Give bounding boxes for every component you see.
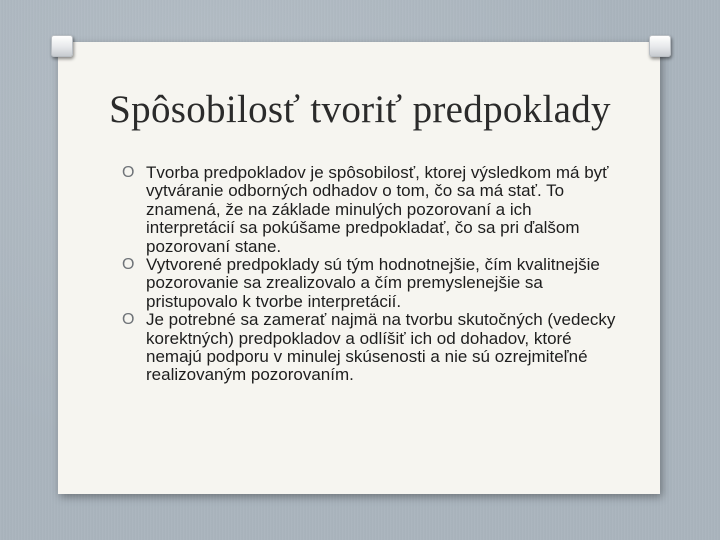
bullet-item (122, 311, 622, 385)
circle-bullet-icon: O (122, 311, 135, 329)
bullet-text: Tvorba predpokladov je spôsobilosť, ktorej výsledkom má byť vytváranie odborných odhadov o tom, čo sa má stať. To znamená, že na základe minulých pozorovaní a ich interpretácií sa pokúšame predpokladať, čo sa pri ďalšom pozorovaní stane. (146, 163, 609, 256)
bullet-text: Vytvorené predpoklady sú tým hodnotnejšie, čím kvalitnejšie pozorovanie sa zrealizovalo a čím premyslenejšie sa pristupovalo k tvorbe interpretácií. (146, 255, 600, 311)
bullet-text: Je potrebné sa zamerať najmä na tvorbu skutočných (vedecky korektných) predpokladov a odlíšiť ich od dohadov, ktoré nemajú podporu v minulej skúsenosti a nie sú ozrejmiteľné realizovaným pozorovaním. (146, 310, 616, 385)
pin-icon (649, 35, 671, 57)
circle-bullet-icon: O (122, 256, 135, 274)
circle-bullet-icon: O (122, 164, 135, 181)
bullet-item (122, 164, 622, 256)
bullet-item (122, 256, 622, 311)
bullet-list (122, 164, 622, 385)
pin-icon (51, 35, 73, 57)
slide-title: Spôsobilosť tvoriť predpoklady (109, 88, 611, 131)
